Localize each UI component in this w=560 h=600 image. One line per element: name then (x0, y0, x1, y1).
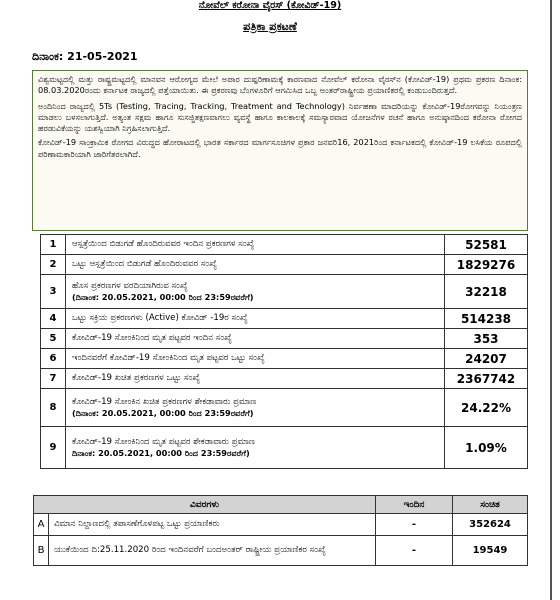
stats-row (41, 235, 528, 255)
stats-row-number: 6 (41, 349, 66, 369)
passenger-row (34, 536, 528, 566)
stats-row (41, 427, 528, 469)
date-label: ದಿನಾಂಕ: (32, 50, 64, 63)
intro-paragraph-2: ಅಂದಿನಿಂದ ರಾಜ್ಯದಲ್ಲಿ 5Ts (Testing, Tracing, Tracking, Treatment and Technology) ನಿರ್ವಹಣಾ ಮಾದರಿಯನ್ನು ಕೋವಿಡ್-19ರೋಗವನ್ನು ನಿಯಂತ್ರಣ ಮಾಡಲು ಬಳಸಲಾಗುತ್ತಿದೆ. ಅತ್ಯಂತ ಸಕ್ಷಮ ಹಾಗೂ ಸುಸಜ್ಜಿತಕ್ಷಣವಾಗಲು ವ್ಯವಸ್ಥೆ ಹಾಗೂ ಕಾಲಕಾಲಕ್ಕೆ ಸಮಸ್ಯಾರವಾದ ಯೋಜನೆಗಳ ರಚನೆ ಹಾಗೂ ಅನುಷ್ಠಾನದಿಂದ ಕರೋನಾ ರೋಗದ ಹರಡುವಿಕೆಯನ್ನು ಯಶಸ್ವಿಯಾಗಿ ನಿಗ್ರಹಿಸಲಾಗುತ್ತಿದೆ. (38, 100, 522, 134)
stats-row-value: 24.22% (445, 389, 528, 427)
stats-row-value: 52581 (445, 235, 528, 255)
stats-row (41, 389, 528, 427)
date-line (32, 50, 138, 64)
stats-row (41, 255, 528, 275)
stats-row-number: 2 (41, 255, 66, 275)
passenger-row-today: - (376, 514, 453, 536)
passenger-row-total: 19549 (453, 536, 528, 566)
stats-row-value: 32218 (445, 275, 528, 309)
intro-paragraph-3: ಕೋವಿಡ್-19 ಸಾಂಕ್ರಾಮಿಕ ರೋಗದ ವಿರುದ್ಧದ ಹೋರಾಟದಲ್ಲಿ ಭಾರತ ಸರ್ಕಾರದ ಮಾರ್ಗಸೂಚಿಗಳ ಪ್ರಕಾರ ಜನವರಿ16, 2021ರಿಂದ ಕರ್ನಾಟಕದಲ್ಲಿ ಕೋವಿಡ್-19 ಲಸಿಕೆಯ ರೂಪದಲ್ಲಿ ಪರಿಣಾಮಕಾರಿಯಾಗಿ ಜಾರಿಗೆತರಲಾಗಿದೆ. (38, 137, 522, 159)
stats-row-number: 4 (41, 309, 66, 329)
passenger-row-total: 352624 (453, 514, 528, 536)
press-release-title: ಪತ್ರಿಕಾ ಪ್ರಕಟಣೆ (243, 20, 297, 33)
stats-row-description: ಕೋವಿಡ್-19 ಸೋಂಕಿನಿಂದ ಮೃತ ಪಟ್ಟವರ ಶೇಕಡಾವಾರು ಪ್ರಮಾಣ ದಿನಾಂಕ: 20.05.2021, 00:00 ರಿಂದ 23:59ರವರೆಗೆ) (66, 427, 445, 469)
stats-row-number: 9 (41, 427, 66, 469)
stats-row-value: 514238 (445, 309, 528, 329)
stats-row-description: ಒಟ್ಟು ಸಕ್ರಿಯ ಪ್ರಕರಣಗಳು (Active) ಕೋವಿಡ್ -19ರ ಸಂಖ್ಯೆ (66, 309, 445, 329)
intro-box (32, 70, 528, 231)
stats-row-description: ಆಸ್ಪತ್ರೆಯಿಂದ ಬಿಡುಗಡೆ ಹೊಂದಿರುವವರ ಇಂದಿನ ಪ್ರಕರಣಗಳ ಸಂಖ್ಯೆ (66, 235, 445, 255)
stats-row (41, 369, 528, 389)
passenger-row-today: - (376, 536, 453, 566)
header-cumulative: ಸಂಚಿತ (453, 496, 528, 514)
stats-row (41, 309, 528, 329)
stats-row (41, 275, 528, 309)
stats-row-date-range: ದಿನಾಂಕ: 20.05.2021, 00:00 ರಿಂದ 23:59ರವರೆಗೆ) (72, 447, 250, 458)
passenger-table-header (34, 496, 528, 514)
stats-row-description: ಕೋವಿಡ್-19 ಸೋಂಕಿನ ಖಚಿತ ಪ್ರಕರಣಗಳ ಶೇಕಡಾವಾರು ಪ್ರಮಾಣ (ದಿನಾಂಕ: 20.05.2021, 00:00 ರಿಂದ 23:59ರವರೆಗೆ) (66, 389, 445, 427)
stats-row-value: 1.09% (445, 427, 528, 469)
passenger-row-label: B (34, 536, 49, 566)
passenger-table (33, 495, 528, 566)
stats-row-number: 8 (41, 389, 66, 427)
passenger-row-label: A (34, 514, 49, 536)
stats-row-value: 1829276 (445, 255, 528, 275)
stats-row (41, 349, 528, 369)
header-title: ನೋವೆಲ್ ಕರೋನಾ ವೈರಸ್ (ಕೋವಿಡ್-19) (198, 0, 342, 11)
passenger-row-description: ಯುಕೆಯಿಂದ ದಿ:25.11.2020 ರಿಂದ ಇಂದಿನವರೆಗೆ ಬಂದಅಂತರ್ ರಾಷ್ಟ್ರೀಯ ಪ್ರಯಾಣಿಕರ ಸಂಖ್ಯೆ (49, 536, 376, 566)
stats-row-value: 2367742 (445, 369, 528, 389)
stats-row-value: 24207 (445, 349, 528, 369)
stats-row-value: 353 (445, 329, 528, 349)
passenger-row (34, 514, 528, 536)
stats-row-date-range: (ದಿನಾಂಕ: 20.05.2021, 00:00 ರಿಂದ 23:59ರವರೆಗೆ) (72, 407, 254, 418)
stats-row-number: 1 (41, 235, 66, 255)
stats-row-description: ಕೋವಿಡ್-19 ಖಚಿತ ಪ್ರಕರಣಗಳ ಒಟ್ಟು ಸಂಖ್ಯೆ (66, 369, 445, 389)
stats-row-number: 7 (41, 369, 66, 389)
stats-row-description: ಇಂದಿನವರೆಗೆ ಕೋವಿಡ್-19 ಸೋಂಕಿನಿಂದ ಮೃತ ಪಟ್ಟವರ ಒಟ್ಟು ಸಂಖ್ಯೆ (66, 349, 445, 369)
stats-row (41, 329, 528, 349)
date-value: 21-05-2021 (67, 50, 138, 63)
stats-row-description: ಹೊಸ ಪ್ರಕರಣಗಳ ವರದಿಯಾಗಿರುವ ಸಂಖ್ಯೆ (ದಿನಾಂಕ: 20.05.2021, 00:00 ರಿಂದ 23:59ರವರೆಗೆ) (66, 275, 445, 309)
intro-paragraph-1: ವಿಶ್ವಮಟ್ಟದಲ್ಲಿ ಮತ್ತು ರಾಷ್ಟ್ರಮಟ್ಟದಲ್ಲಿ ಮಾನವನ ಆರೋಗ್ಯದ ಮೇಲೆ ಅಪಾರ ದುಷ್ಪರಿಣಾಮಕ್ಕೆ ಕಾರಣವಾದ ನೋವೆಲ್ ಕರೋನಾ ವೈರಸ್‌ನ (ಕೋವಿಡ್-19) ಪ್ರಥಮ ಪ್ರಕರಣ ದಿನಾಂಕ: 08.03.2020ರಂದು ಕರ್ನಾಟಕ ರಾಜ್ಯದಲ್ಲಿ ಪತ್ತೆಯಾಯಿತು. ಈ ಪ್ರಕರಣವು ಬೆಂಗಳೂರಿಗೆ ಆಗಮಿಸಿದ ಒಬ್ಬ ಅಂತರ್‌ರಾಷ್ಟ್ರೀಯ ಪ್ರಯಾಣಿಕರಲ್ಲಿ ಕಂಡುಬಂದಿರುತ್ತದೆ. (38, 74, 522, 96)
stats-table (40, 234, 528, 469)
stats-row-description: ಒಟ್ಟು ಆಸ್ಪತ್ರೆಯಿಂದ ಬಿಡುಗಡೆ ಹೊಂದಿರುವವರ ಸಂಖ್ಯೆ (66, 255, 445, 275)
stats-row-description: ಕೋವಿಡ್-19 ಸೋಂಕಿನಿಂದ ಮೃತ ಪಟ್ಟವರ ಇಂದಿನ ಸಂಖ್ಯೆ (66, 329, 445, 349)
passenger-row-description: ವಿಮಾನ ನಿಲ್ದಾಣದಲ್ಲಿ ತಪಾಸಣೆಗೊಳಪಟ್ಟ ಒಟ್ಟು ಪ್ರಯಾಣಿಕರು (49, 514, 376, 536)
page-right-border (550, 0, 552, 600)
header-details: ವಿವರಗಳು (34, 496, 376, 514)
stats-row-number: 3 (41, 275, 66, 309)
stats-row-date-range: (ದಿನಾಂಕ: 20.05.2021, 00:00 ರಿಂದ 23:59ರವರೆಗೆ) (72, 291, 254, 302)
header-today: ಇಂದಿನ (376, 496, 453, 514)
stats-row-number: 5 (41, 329, 66, 349)
